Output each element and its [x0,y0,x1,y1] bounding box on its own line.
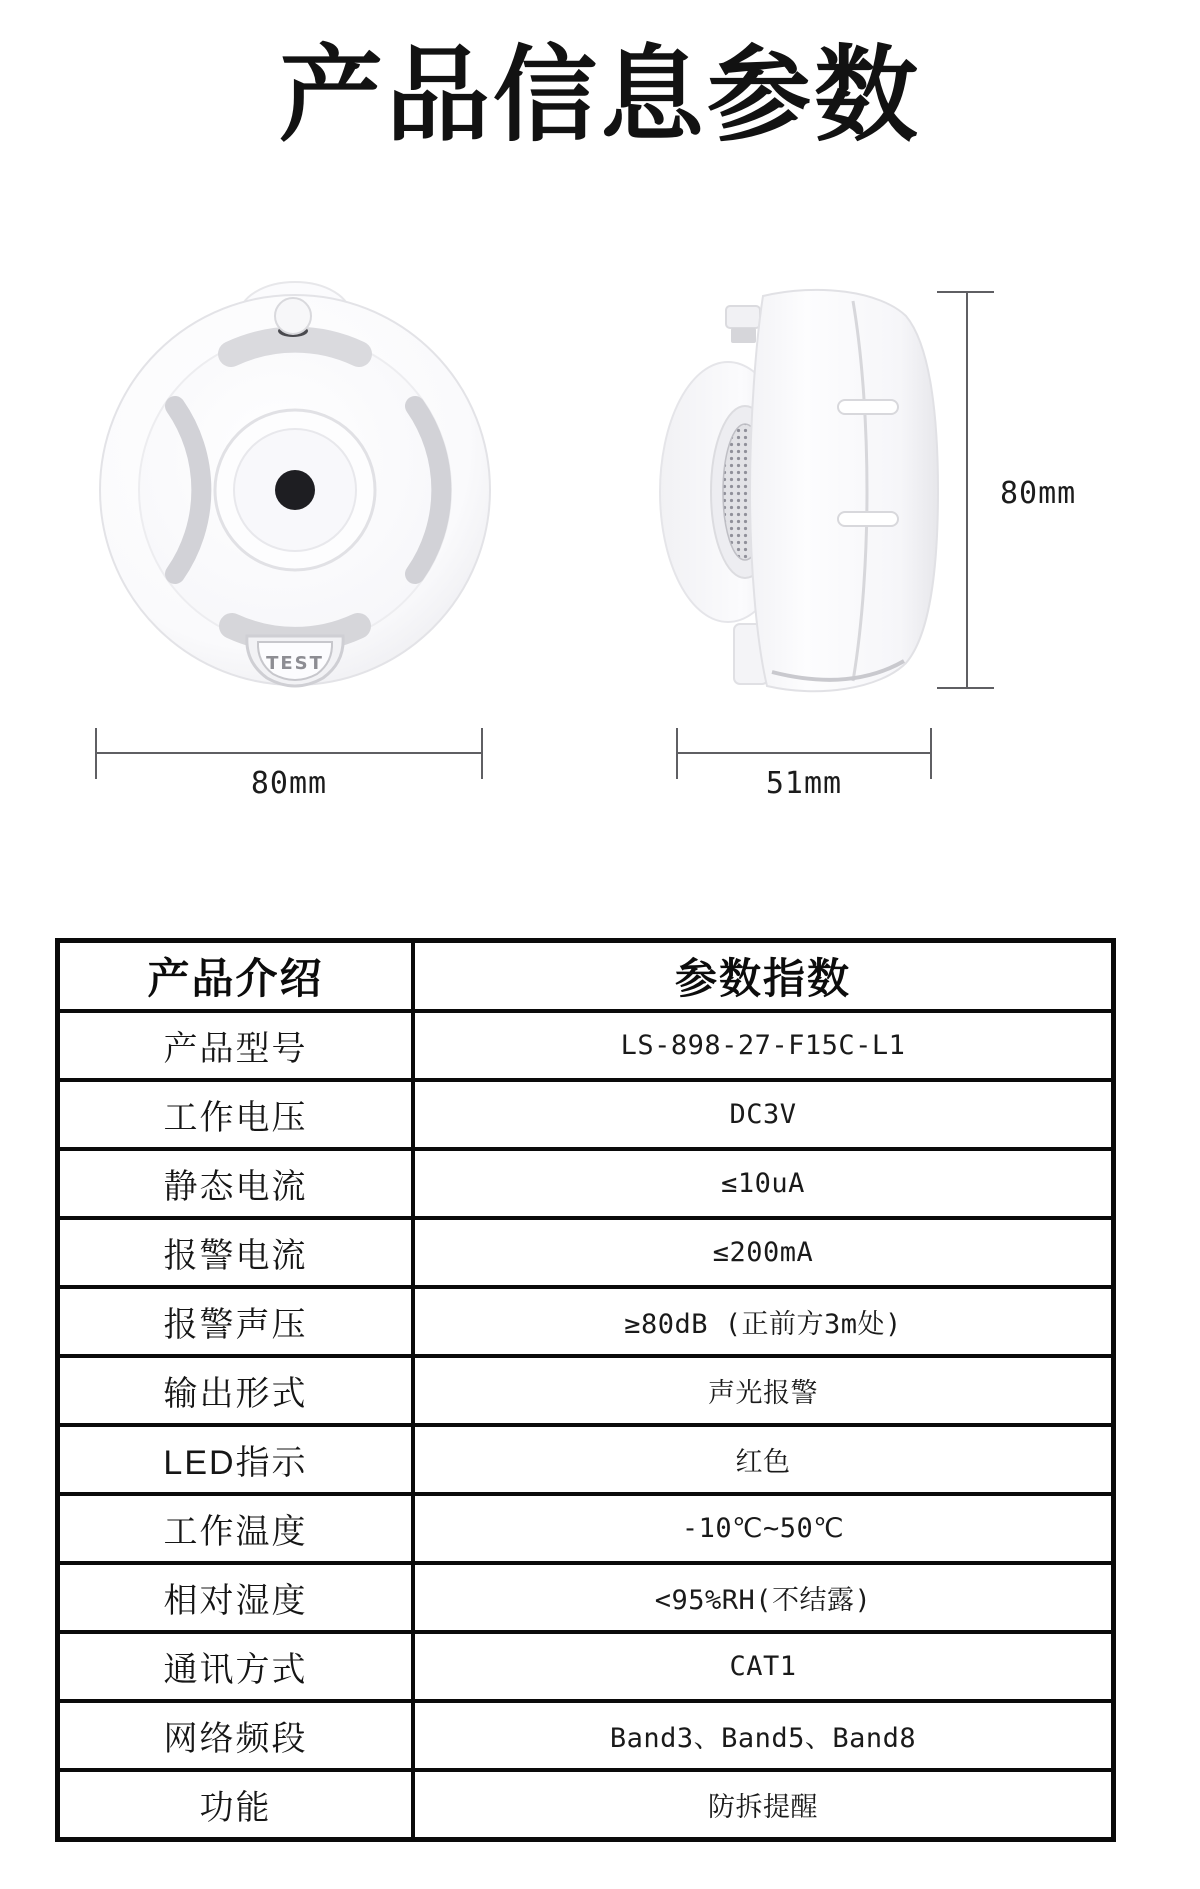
spec-value: Band3、Band5、Band8 [609,1723,917,1754]
spec-label: 报警电流 [60,1220,415,1285]
spec-label: 相对湿度 [60,1565,415,1630]
spec-value: DC3V [729,1099,797,1130]
table-row [60,1561,1111,1630]
side-height-dimension: 80mm [1000,476,1077,511]
table-header-col2: 参数指数 [674,955,851,1002]
front-width-dimension: 80mm [250,766,328,801]
side-width-dimension: 51mm [765,766,843,801]
table-row [60,1009,1111,1078]
spec-label: 报警声压 [60,1289,415,1354]
table-row [60,1492,1111,1561]
spec-label: 静态电流 [60,1151,415,1216]
spec-table [55,938,1116,1842]
table-row [60,1423,1111,1492]
table-row [60,1768,1111,1837]
table-row [60,1078,1111,1147]
spec-value: 红色 [735,1447,791,1478]
spec-label: 工作温度 [60,1496,415,1561]
table-row [60,1630,1111,1699]
product-illustration [0,0,1200,900]
spec-label: LED指示 [60,1427,415,1492]
table-row [60,1147,1111,1216]
spec-value: ≥80dB (正前方3m处) [624,1309,902,1340]
spec-value: 声光报警 [708,1378,818,1409]
spec-label: 产品型号 [60,1013,415,1078]
table-row [60,1699,1111,1768]
table-header-col1: 产品介绍 [60,943,415,1009]
spec-value: ≤10uA [721,1168,805,1199]
spec-value: LS-898-27-F15C-L1 [620,1030,906,1061]
spec-label: 输出形式 [60,1358,415,1423]
page-title: 产品信息参数 [278,38,921,154]
table-row [60,1216,1111,1285]
mount-knob [275,298,311,334]
test-button-label: TEST [266,653,324,674]
smoke-detector-front-view [100,282,490,686]
indicator-led-hole [275,470,315,510]
spec-value: -10℃~50℃ [681,1513,845,1544]
table-row [60,1285,1111,1354]
spec-value: ≤200mA [712,1237,814,1268]
spec-label: 功能 [60,1772,415,1837]
spec-label: 网络频段 [60,1703,415,1768]
spec-value: CAT1 [729,1651,797,1682]
table-row [60,1354,1111,1423]
spec-label: 通讯方式 [60,1634,415,1699]
spec-label: 工作电压 [60,1082,415,1147]
smoke-detector-side-view [660,290,938,691]
spec-value: <95%RH(不结露) [654,1585,872,1616]
spec-value: 防拆提醒 [708,1792,818,1823]
table-header-row [60,943,1111,1009]
